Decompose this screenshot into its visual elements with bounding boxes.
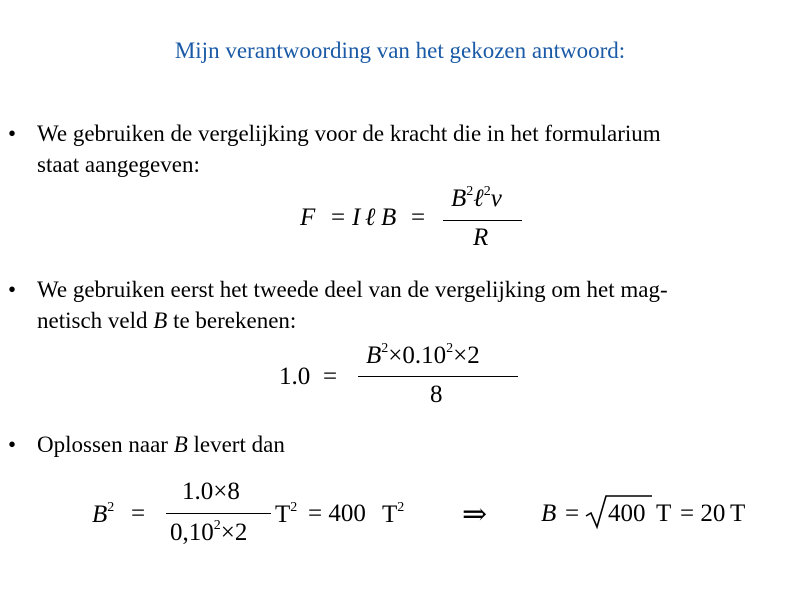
eq1-current: I xyxy=(352,204,361,231)
eq1-field: B xyxy=(381,204,397,231)
eq1-length: ℓ xyxy=(365,204,376,231)
bullet-text-3: Oplossen naar B levert dan xyxy=(37,432,285,457)
bullet-1-line-2: staat aangegeven: xyxy=(37,152,200,177)
eq3-denominator: $0,10^2\times 2$ xyxy=(170,518,248,546)
eq2-equals: = xyxy=(323,363,338,390)
eq3-result-var: B xyxy=(541,500,557,527)
bullet-1-line-1: We gebruiken de vergelijking voor de kracht die in het formularium xyxy=(37,121,661,146)
eq2-numerator: $B^2\times 0.10^2\times 2$ xyxy=(366,341,480,369)
eq1-equals-2: = xyxy=(411,204,426,231)
slide-title: Mijn verantwoording van het gekozen antwoord: xyxy=(174,38,626,63)
eq3-fraction-bar xyxy=(166,513,271,514)
implies-arrow-icon: ⇒ xyxy=(462,498,488,531)
eq2-denominator: 8 xyxy=(430,381,443,408)
eq3-unit-2: $T^2$ xyxy=(382,500,405,528)
eq2-fraction-bar xyxy=(358,376,518,377)
eq3-final-value: = 20 xyxy=(680,500,726,527)
bullet-marker: • xyxy=(8,277,17,302)
bullet-marker: • xyxy=(8,121,17,146)
eq3-final-unit: T xyxy=(730,500,746,527)
eq3-result-equals: = xyxy=(565,500,580,527)
bullet-text-2 xyxy=(37,274,767,336)
bullet-marker: • xyxy=(8,432,17,457)
eq3-equals: = xyxy=(131,500,146,527)
eq1-numerator: $B^2\ell^2v$ xyxy=(451,184,502,212)
eq3-result-unit: T xyxy=(656,500,672,527)
eq3-lhs: $B^2$ xyxy=(92,500,115,528)
eq1-fraction-bar xyxy=(443,220,522,221)
bullet-2-line-1: We gebruiken eerst het tweede deel van de vergelijking om het mag- xyxy=(37,277,668,302)
eq1-equals-1: = xyxy=(331,204,346,231)
eq2-lhs: 1.0 xyxy=(279,363,311,390)
eq1-denominator: R xyxy=(473,224,489,251)
eq3-numerator: 1.0×8 xyxy=(182,478,240,505)
eq3-sqrt-argument: 400 xyxy=(608,500,646,527)
bullet-2-line-2: netisch veld B te berekenen: xyxy=(37,308,297,333)
bullet-text-1 xyxy=(37,118,767,180)
eq1-lhs: F xyxy=(300,204,316,231)
eq3-unit-1: $T^2$ xyxy=(275,500,298,528)
eq3-value: = 400 xyxy=(308,500,366,527)
